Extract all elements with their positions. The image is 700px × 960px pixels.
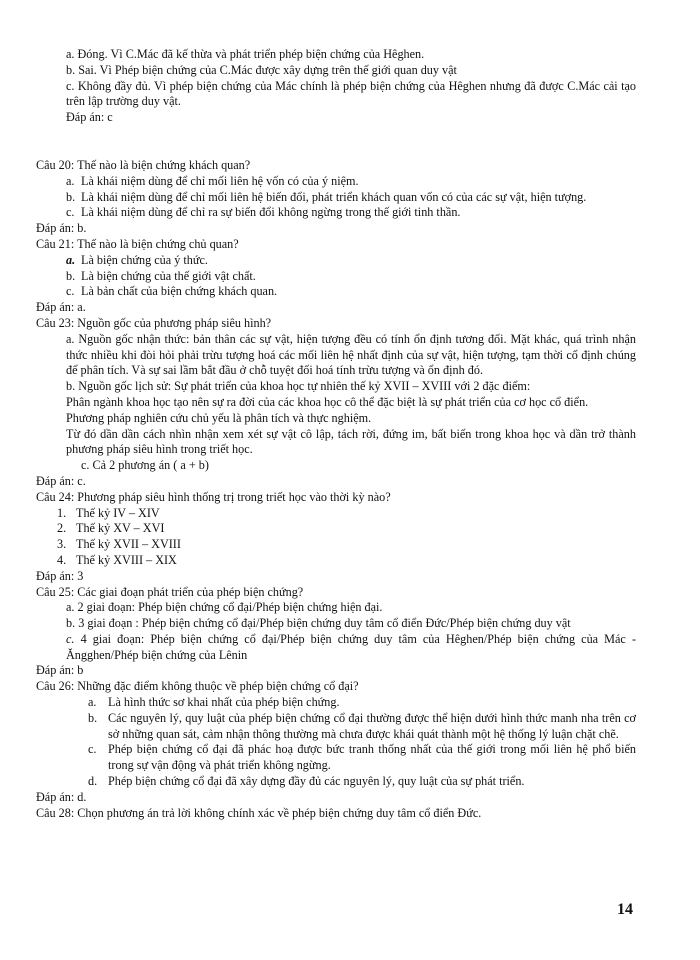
prev-answer: Đáp án: c [66,110,113,125]
q25-c-text: 4 giai đoạn: Phép biện chứng cổ đại/Phép biện chứng duy tâm của Hêghen/Phép biện chứng của Mác - Ăngghen/Phép biện chứng của Lênin [66,631,636,662]
q23-option-b-point-1: Phân ngành khoa học tạo nên sự ra đời của các khoa học cô thể đặc biệt là sự phát triển của cơ học cổ điển. [66,394,589,409]
q24-answer: Đáp án: 3 [36,568,84,583]
q25-option-c [36,632,636,664]
q21-c-mark: c. [66,284,75,299]
q26-option-d [36,774,636,790]
q26-b-text: Các nguyên lý, quy luật của phép biện chứng cổ đại thường được thể hiện dưới hình thức manh nha trên cơ sở những quan sát, cảm nhận thông thường mà chưa được khái quát thành một hệ thống lý luận chặt chẽ. [108,710,636,741]
q20-c-mark: c. [66,205,75,220]
q21-a-mark: a. [66,252,76,267]
q21-c-text: Là bản chất của biện chứng khách quan. [81,284,278,299]
q21-b-mark: b. [66,268,76,283]
q23-option-b-point-3: Từ đó dần dần cách nhìn nhận xem xét sự vật cô lập, tách rời, đứng im, bất biến trong khoa học và dần trở thành phương pháp siêu hình trong triết học. [66,426,636,457]
prev-option-a: a. Đóng. Vì C.Mác đã kế thừa và phát triển phép biện chứng của Hêghen. [66,47,425,61]
q20-b-text: Là khái niệm dùng để chỉ mối liên hệ biến đổi, phát triển khách quan vốn có của các sự vật, hiện tượng. [81,189,587,204]
q20-option-a [36,174,636,190]
q21-option-a [36,253,636,269]
q26-a-mark: a. [88,695,97,710]
q26-c-mark: c. [88,742,97,757]
q24-2-mark: 2. [57,521,67,536]
q24-option-4 [36,553,636,569]
document-page [36,47,636,821]
q20-a-mark: a. [66,173,75,188]
q20-c-text: Là khái niệm dùng để chỉ ra sự biến đổi không ngừng trong thế giới tinh thần. [81,205,461,220]
q21-question: Câu 21: Thế nào là biện chứng chủ quan? [36,236,239,251]
q26-d-text: Phép biện chứng cổ đại đã xây dựng đầy đủ các nguyên lý, quy luật của sự phát triển. [108,774,525,789]
q21-b-text: Là biện chứng của thế giới vật chất. [81,268,256,283]
q25-option-b: b. 3 giai đoạn : Phép biện chứng cổ đại/Phép biện chứng duy tâm cổ điển Đức/Phép biện chứng duy vật [66,616,571,631]
q20-option-c [36,205,636,221]
q21-answer: Đáp án: a. [36,300,86,315]
q26-b-mark: b. [88,710,98,725]
q26-d-mark: d. [88,774,98,789]
q24-4-mark: 4. [57,552,67,567]
q20-b-mark: b. [66,189,76,204]
q20-question: Câu 20: Thế nào là biện chứng khách quan? [36,157,251,172]
q23-option-b: b. Nguồn gốc lịch sử: Sự phát triển của khoa học tự nhiên thế kỷ XVII – XVIII với 2 đặc điểm: [66,379,531,394]
q25-option-a: a. 2 giai đoạn: Phép biện chứng cổ đại/Phép biện chứng hiện đại. [66,600,383,615]
q23-question: Câu 23: Nguồn gốc của phương pháp siêu hình? [36,315,272,330]
q24-1-text: Thế kỷ IV – XIV [76,505,160,520]
q20-option-b [36,190,636,206]
q26-option-c [36,742,636,774]
q24-3-text: Thế kỷ XVII – XVIII [76,537,181,552]
q21-option-c [36,284,636,300]
q23-answer: Đáp án: c. [36,473,86,488]
q24-4-text: Thế kỷ XVIII – XIX [76,552,177,567]
prev-option-c: c. Không đầy đủ. Vì phép biện chứng của Mác chính là phép biện chứng của Hêghen nhưng đã được C.Mác cải tạo trên lập trường duy vật. [66,78,636,109]
q23-option-a: a. Nguồn gốc nhận thức: bản thân các sự vật, hiện tượng đều có tính ổn định tương đối. Mặt khác, quá trình nhận thức nhiều khi đòi hỏi phải trừu tượng hoá các mối liên hệ nhất định của sự vật, hiện tượng, tạm thời cố định chúng để phân tích. Và sự sai lầm bắt đầu ở chỗ tuyệt đối hoá tính trừu tượng và ổn định đó. [66,331,636,378]
q23-option-c: c. Cả 2 phương án ( a + b) [81,458,209,473]
q25-c-mark: c. [66,631,75,646]
q25-answer: Đáp án: b [36,663,84,678]
q24-1-mark: 1. [57,505,67,520]
q25-question: Câu 25: Các giai đoạn phát triển của phép biện chứng? [36,584,304,599]
q24-2-text: Thế kỷ XV – XVI [76,521,165,536]
q26-option-b [36,711,636,743]
page-number: 14 [617,901,633,918]
q24-question: Câu 24: Phương pháp siêu hình thống trị trong triết học vào thời kỳ nào? [36,489,391,504]
q24-option-3 [36,537,636,553]
q26-answer: Đáp án: d. [36,789,87,804]
q28-question: Câu 28: Chọn phương án trả lời không chính xác về phép biện chứng duy tâm cổ điển Đức. [36,805,482,820]
q26-a-text: Là hình thức sơ khai nhất của phép biện chứng. [108,695,340,710]
q26-c-text: Phép biện chứng cổ đại đã phác hoạ được bức tranh thống nhất của thế giới trong mối liên hệ phổ biến trong sự vận động và phát triển không ngừng. [108,742,636,773]
q23-option-b-point-2: Phương pháp nghiên cứu chủ yếu là phân tích và thực nghiệm. [66,410,372,425]
q26-question: Câu 26: Những đặc điểm không thuộc về phép biện chứng cổ đại? [36,679,359,694]
q26-option-a [36,695,636,711]
q24-option-2 [36,521,636,537]
q21-a-text: Là biện chứng của ý thức. [81,252,208,267]
prev-option-b: b. Sai. Vì Phép biện chứng của C.Mác được xây dựng trên thế giới quan duy vật [66,62,457,77]
q24-3-mark: 3. [57,537,67,552]
q24-option-1 [36,506,636,522]
q20-a-text: Là khái niệm dùng để chỉ mối liên hệ vốn có của ý niệm. [81,173,359,188]
q20-answer: Đáp án: b. [36,221,87,236]
q21-option-b [36,269,636,285]
